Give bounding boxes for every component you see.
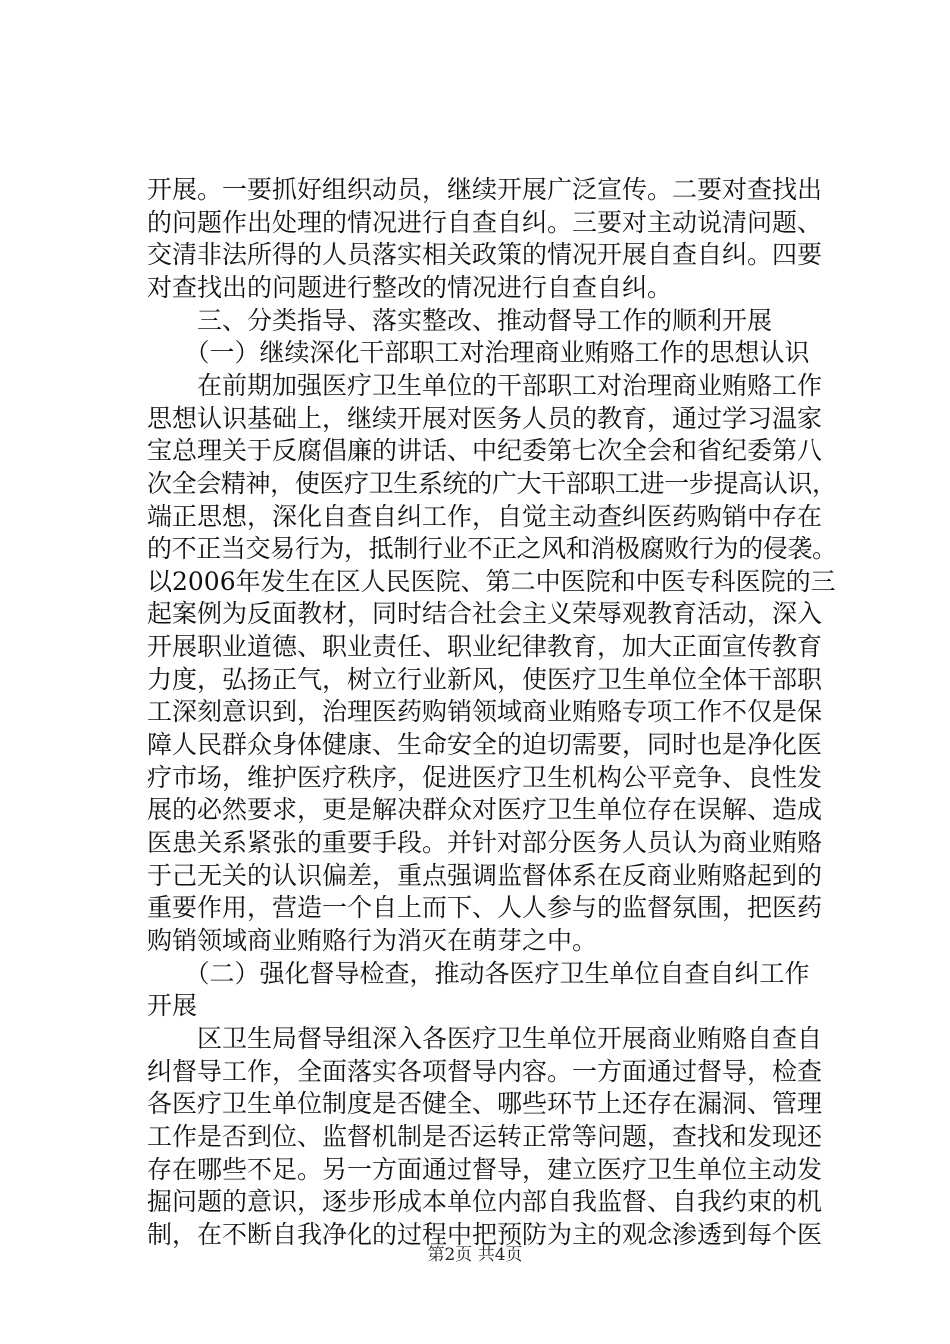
text-line: 纠督导工作，全面落实各项督导内容。一方面通过督导，检查 bbox=[147, 1057, 823, 1086]
text-line: 对查找出的问题进行整改的情况进行自查自纠。 bbox=[147, 273, 673, 302]
text-line: 障人民群众身体健康、生命安全的迫切需要，同时也是净化医 bbox=[147, 730, 823, 759]
page-footer: 第2页 共4页 bbox=[427, 1245, 523, 1265]
text-line: 制，在不断自我净化的过程中把预防为主的观念渗透到每个医 bbox=[147, 1220, 823, 1249]
text-line: 思想认识基础上，继续开展对医务人员的教育，通过学习温家 bbox=[147, 404, 823, 433]
text-line: 在前期加强医疗卫生单位的干部职工对治理商业贿赂工作 bbox=[147, 371, 823, 400]
text-line: 区卫生局督导组深入各医疗卫生单位开展商业贿赂自查自 bbox=[147, 1024, 823, 1053]
text-line: 工作是否到位、监督机制是否运转正常等问题，查找和发现还 bbox=[147, 1122, 823, 1151]
text-line: 的不正当交易行为，抵制行业不正之风和消极腐败行为的侵袭。 bbox=[147, 534, 837, 563]
text-line: 各医疗卫生单位制度是否健全、哪些环节上还存在漏洞、管理 bbox=[147, 1089, 823, 1118]
text-line: 工深刻意识到，治理医药购销领域商业贿赂专项工作不仅是保 bbox=[147, 697, 823, 726]
text-line: 购销领域商业贿赂行为消灭在萌芽之中。 bbox=[147, 926, 598, 955]
text-line: 展的必然要求，更是解决群众对医疗卫生单位存在误解、造成 bbox=[147, 795, 823, 824]
text-line: 宝总理关于反腐倡廉的讲话、中纪委第七次全会和省纪委第八 bbox=[147, 436, 823, 465]
text-line: 疗市场，维护医疗秩序，促进医疗卫生机构公平竞争、良性发 bbox=[147, 763, 823, 792]
text-line: 掘问题的意识，逐步形成本单位内部自我监督、自我约束的机 bbox=[147, 1187, 823, 1216]
text-line: 起案例为反面教材，同时结合社会主义荣辱观教育活动，深入 bbox=[147, 599, 823, 628]
text-line: 端正思想，深化自查自纠工作，自觉主动查纠医药购销中存在 bbox=[147, 502, 823, 531]
text-line: 开展。一要抓好组织动员，继续开展广泛宣传。二要对查找出 bbox=[147, 175, 823, 204]
text-line: 以2006年发生在区人民医院、第二中医院和中医专科医院的三 bbox=[147, 567, 836, 596]
text-line: 三、分类指导、落实整改、推动督导工作的顺利开展 bbox=[147, 306, 773, 335]
text-line: （二）强化督导检查，推动各医疗卫生单位自查自纠工作 bbox=[147, 959, 810, 988]
text-line: 于己无关的认识偏差，重点强调监督体系在反商业贿赂起到的 bbox=[147, 861, 823, 890]
text-line: （一）继续深化干部职工对治理商业贿赂工作的思想认识 bbox=[147, 338, 810, 367]
text-line: 开展 bbox=[147, 991, 198, 1020]
text-line: 次全会精神，使医疗卫生系统的广大干部职工进一步提高认识， bbox=[147, 469, 837, 498]
text-line: 存在哪些不足。另一方面通过督导，建立医疗卫生单位主动发 bbox=[147, 1155, 823, 1184]
text-line: 重要作用，营造一个自上而下、人人参与的监督氛围，把医药 bbox=[147, 893, 823, 922]
text-line: 医患关系紧张的重要手段。并针对部分医务人员认为商业贿赂 bbox=[147, 828, 823, 857]
text-line: 力度，弘扬正气，树立行业新风，使医疗卫生单位全体干部职 bbox=[147, 665, 823, 694]
text-line: 开展职业道德、职业责任、职业纪律教育，加大正面宣传教育 bbox=[147, 632, 823, 661]
text-line: 的问题作出处理的情况进行自查自纠。三要对主动说清问题、 bbox=[147, 208, 823, 237]
text-line: 交清非法所得的人员落实相关政策的情况开展自查自纠。四要 bbox=[147, 240, 823, 269]
